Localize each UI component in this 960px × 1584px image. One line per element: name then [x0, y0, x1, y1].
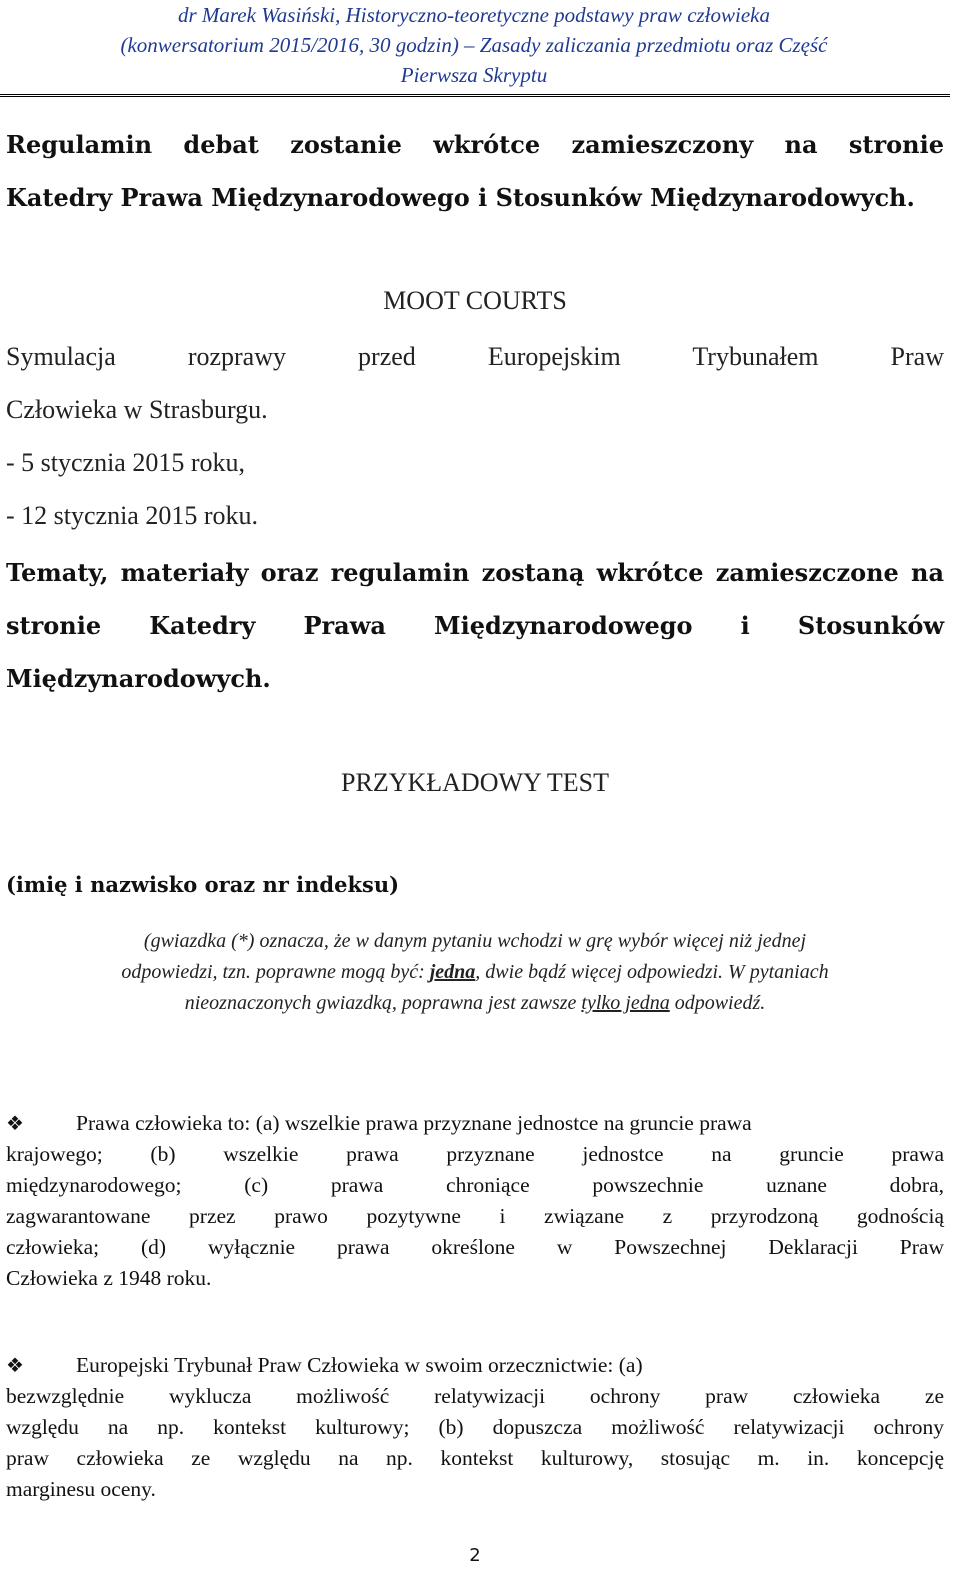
note-line-3-end: odpowiedź.: [669, 992, 766, 1014]
name-index-label: (imię i nazwisko oraz nr indeksu): [6, 872, 400, 897]
note-line-3-start: nieoznaczonych gwiazdką, poprawna jest zawsze: [184, 992, 582, 1014]
question-2-line-5: marginesu oceny.: [6, 1477, 156, 1501]
note-emphasis-only-one: tylko jedna: [581, 992, 670, 1014]
question-1-line-2: krajowego; (b) wszelkie prawa przyznane jednostce na gruncie prawa: [6, 1142, 944, 1166]
question-1: [6, 1108, 944, 1294]
topics-line-1: Tematy, materiały oraz regulamin zostaną wkrótce zamieszczone na: [6, 558, 944, 587]
question-2-line-3: względu na np. kontekst kulturowy; (b) dopuszcza możliwość relatywizacji ochrony: [6, 1415, 944, 1439]
diamond-bullet-icon: ❖: [6, 1111, 24, 1135]
header-divider: [0, 94, 950, 97]
instructions-note: [20, 926, 930, 1019]
moot-courts-title: MOOT COURTS: [383, 286, 567, 315]
note-line-2-end: , dwie bądź więcej odpowiedzi. W pytaniach: [475, 961, 829, 983]
moot-line-2: Człowieka w Strasburgu.: [6, 395, 268, 424]
note-emphasis-one: jedna: [429, 961, 476, 983]
question-1-line-6: Człowieka z 1948 roku.: [6, 1266, 212, 1290]
note-line-2-start: odpowiedzi, tzn. poprawne mogą być:: [121, 961, 430, 983]
debates-line-2: Katedry Prawa Międzynarodowego i Stosunków Międzynarodowych.: [6, 183, 915, 212]
moot-line-1: Symulacja rozprawy przed Europejskim Trybunałem Praw: [6, 342, 944, 371]
question-1-line-1: ❖ Prawa człowieka to: (a) wszelkie prawa przyznane jednostce na gruncie prawa: [6, 1108, 944, 1139]
question-2-line-2: bezwzględnie wyklucza możliwość relatywizacji ochrony praw człowieka ze: [6, 1384, 944, 1408]
header-line-1: dr Marek Wasiński, Historyczno-teoretyczne podstawy praw człowieka: [178, 3, 770, 27]
note-line-3: [20, 988, 930, 1019]
diamond-bullet-icon: ❖: [6, 1353, 24, 1377]
page-number: 2: [469, 1545, 481, 1566]
moot-date-2: - 12 stycznia 2015 roku.: [6, 501, 259, 530]
topics-paragraph: [6, 546, 944, 705]
debates-line-1: Regulamin debat zostanie wkrótce zamieszczony na stronie: [6, 130, 944, 159]
header-line-3: Pierwsza Skryptu: [400, 63, 548, 87]
moot-date-1: - 5 stycznia 2015 roku,: [6, 448, 246, 477]
note-line-2: [20, 957, 930, 988]
question-2: [6, 1350, 944, 1505]
note-line-1: (gwiazdka (*) oznacza, że w danym pytaniu wchodzi w grę wybór więcej niż jednej: [143, 930, 807, 952]
question-2-line-4: praw człowieka ze względu na np. kontekst kulturowy, stosując m. in. koncepcję: [6, 1446, 944, 1470]
topics-line-2: stronie Katedry Prawa Międzynarodowego i Stosunków: [6, 611, 944, 640]
debates-paragraph: [6, 118, 944, 224]
moot-courts-paragraph: [6, 330, 944, 542]
page-header: [0, 0, 948, 90]
header-line-2: (konwersatorium 2015/2016, 30 godzin) – Zasady zaliczania przedmiotu oraz Część: [120, 33, 828, 57]
question-1-line-3: międzynarodowego; (c) prawa chroniące powszechnie uznane dobra,: [6, 1173, 944, 1197]
question-1-line-5: człowieka; (d) wyłącznie prawa określone w Powszechnej Deklaracji Praw: [6, 1235, 944, 1259]
topics-line-3: Międzynarodowych.: [6, 664, 271, 693]
sample-test-title: PRZYKŁADOWY TEST: [341, 768, 609, 797]
question-2-line-1: ❖ Europejski Trybunał Praw Człowieka w swoim orzecznictwie: (a): [6, 1350, 944, 1381]
question-1-line-4: zagwarantowane przez prawo pozytywne i związane z przyrodzoną godnością: [6, 1204, 944, 1228]
